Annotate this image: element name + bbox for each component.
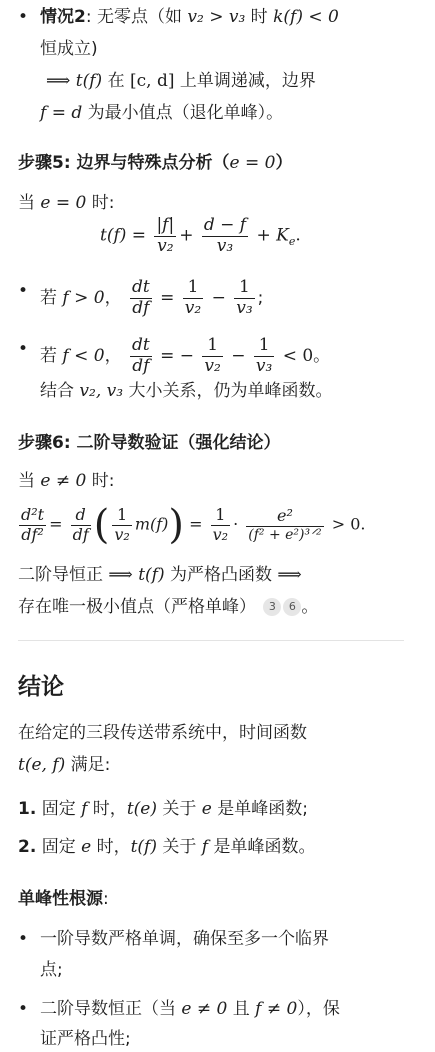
case2-kf: k(f) < 0	[273, 7, 339, 27]
case2-label: 情况2	[40, 7, 86, 27]
step5-bullet2: • 若 f < 0， $\frac{dt}{df}$ = − $\frac{1}{\text{v₂}}$ − $\frac{1}{\text{v₃}}$ < 0。	[40, 336, 330, 376]
step5-bullet1: • 若 f > 0， $\frac{dt}{df}$ = $\frac{1}{\text{v₂}}$ − $\frac{1}{\text{v₃}}$ ;	[40, 278, 263, 318]
fraction: $\frac{1}{\text{v₂}}$	[204, 335, 221, 376]
case2-line3: ⟹ t(f) 在 [c, d] 上单调递减，边界	[46, 71, 316, 91]
implies-symbol: ⟹	[277, 565, 302, 585]
case2-line1: • 情况2: 无零点（如 v₂ > v₃ 时 k(f) < 0	[40, 4, 339, 30]
root-bullet-1: • 一阶导数严格单调，确保至多一个临界	[40, 926, 329, 952]
fraction: $\frac{1}{\text{v₂}}$	[184, 277, 202, 318]
case2-line4: f = d 为最小值点（退化单峰）。	[40, 103, 284, 123]
step5-formula: t(f) = $\frac{|f|}{\text{v₂}}$ + $\frac{d - f}{\text{v₃}}$ + $K_e$.	[100, 215, 301, 256]
fraction: $\frac{1}{\text{v₃}}$	[255, 335, 273, 376]
step6-line1: 二阶导恒正 ⟹ t(f) 为严格凸函数 ⟹	[18, 565, 302, 585]
fraction: $\frac{1}{\text{v₂}}$	[212, 505, 229, 544]
root-bullet-1-cont: 点;	[40, 960, 63, 980]
conclusion-item-2: 2. 固定 e 时，t(f) 关于 f 是单峰函数。	[18, 837, 316, 857]
step5-heading: 步骤5: 边界与特殊点分析（e = 0）	[18, 153, 293, 173]
fraction: $\frac{1}{\text{v₂}}$	[114, 505, 130, 544]
step6-when: 当 e ≠ 0 时:	[18, 471, 115, 491]
implies-symbol: ⟹	[108, 565, 139, 585]
fraction: $\frac{d - f}{\text{v₃}}$	[203, 215, 247, 256]
step5-combine: 结合 v₂, v₃ 大小关系，仍为单峰函数。	[40, 381, 333, 401]
root-bullet-2: • 二阶导数恒正（当 e ≠ 0 且 f ≠ 0），保	[40, 996, 340, 1022]
fraction: $\frac{|f|}{\text{v₂}}$	[156, 215, 175, 256]
case2-condition: v₂ > v₃	[187, 7, 246, 27]
fraction: $\frac{dt}{df}$	[131, 335, 150, 376]
conclusion-intro-line1: 在给定的三段传送带系统中，时间函数	[18, 723, 307, 743]
fraction: $\frac{\text{d²t}}{\text{df²}}$	[21, 505, 45, 544]
fraction: $\frac{\text{e²}}{\text{(f² + e²)³ᐟ²}}$	[248, 506, 322, 543]
implies-symbol: ⟹	[46, 71, 76, 91]
root-bullet-2-cont: 证严格凸性;	[40, 1029, 131, 1049]
step6-line2: 存在唯一极小值点（严格单峰） 3 6 。	[18, 597, 319, 617]
citation-badge[interactable]: 3	[263, 598, 281, 616]
step5-when: 当 e = 0 时:	[18, 193, 115, 213]
root-cause-heading: 单峰性根源:	[18, 889, 109, 909]
section-divider	[18, 640, 404, 641]
conclusion-heading: 结论	[18, 674, 64, 700]
conclusion-item-1: 1. 固定 f 时，t(e) 关于 e 是单峰函数;	[18, 799, 308, 819]
step6-formula: $\frac{\text{d²t}}{\text{df²}}$ = $\frac{d}{df}$ ( $\frac{1}{\text{v₂}}$ m(f)) = $\frac{1}{\text{v₂}}$ · $\frac{\text{e²}}{\text{(f² + e²)³ᐟ²}}$ > 0.	[21, 502, 366, 548]
conclusion-intro-line2: t(e, f) 满足:	[18, 755, 111, 775]
citation-badge[interactable]: 6	[283, 598, 301, 616]
fraction: $\frac{1}{\text{v₃}}$	[236, 277, 253, 318]
fraction: $\frac{d}{df}$	[72, 505, 89, 544]
fraction: $\frac{dt}{df}$	[131, 277, 150, 318]
case2-line2: 恒成立)	[40, 39, 98, 59]
step6-heading: 步骤6: 二阶导数验证（强化结论）	[18, 433, 281, 453]
